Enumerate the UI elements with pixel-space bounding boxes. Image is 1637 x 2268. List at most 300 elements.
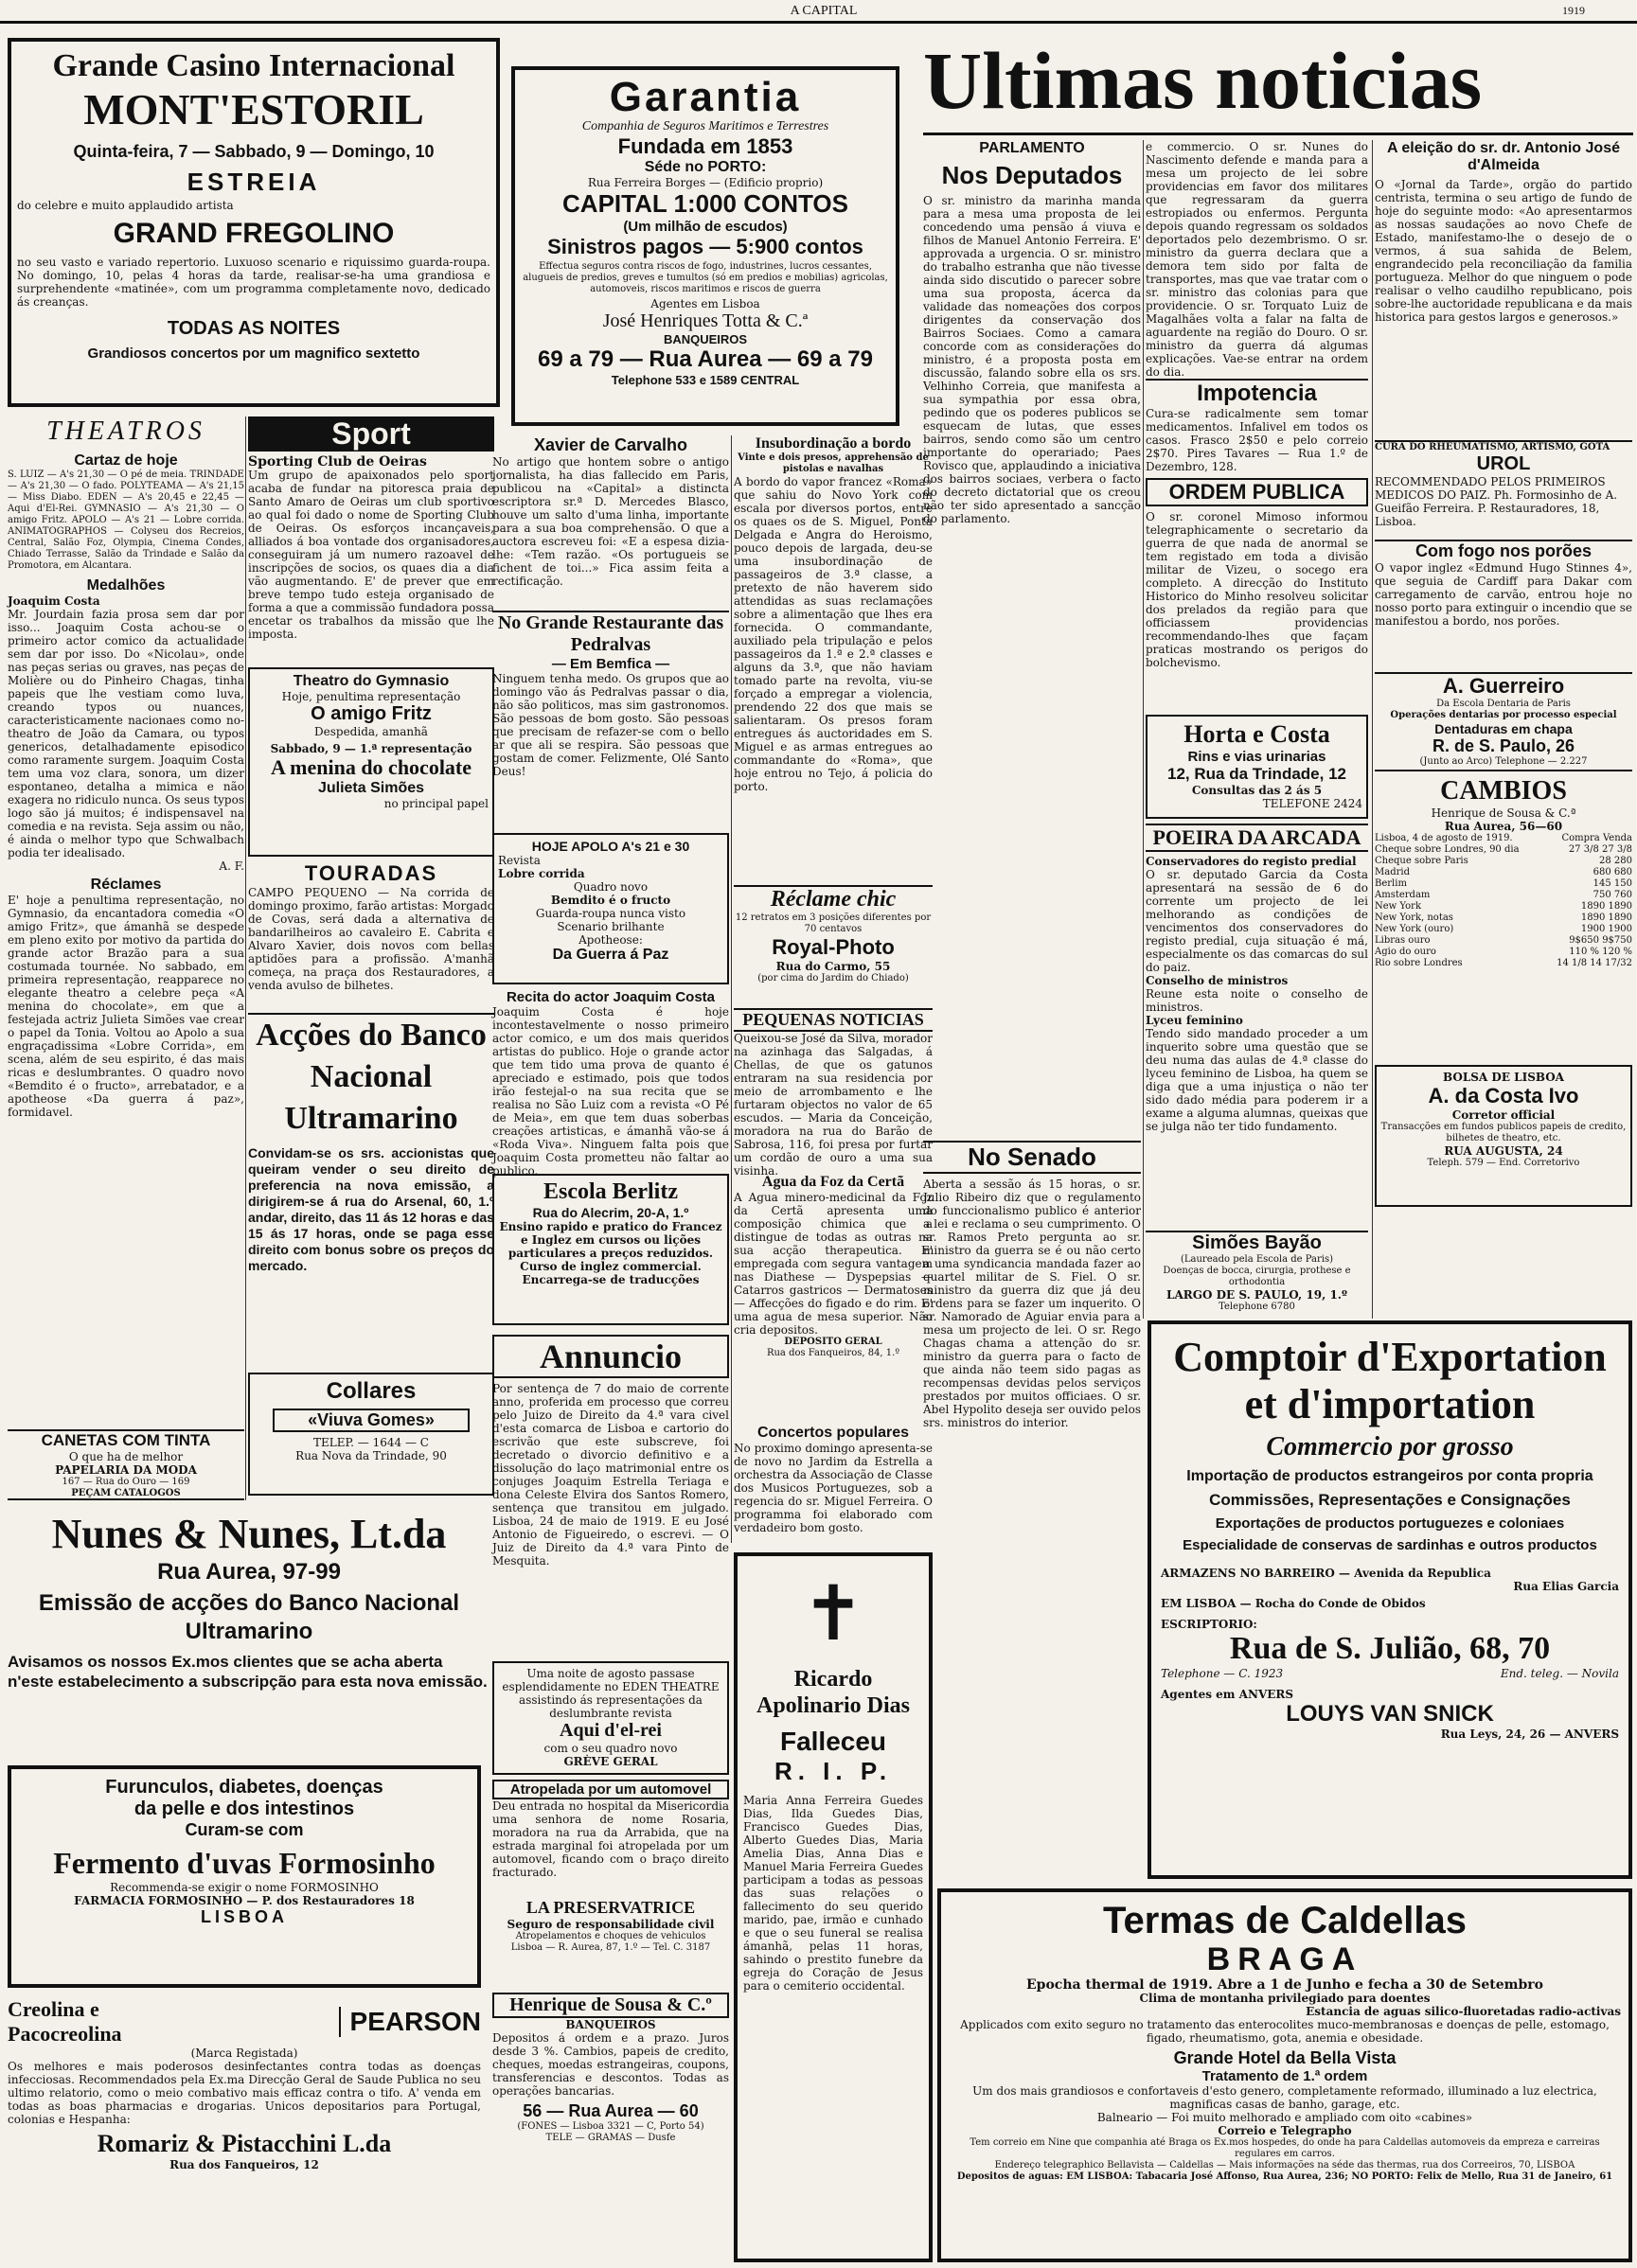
cartaz-text: S. LUIZ — A's 21,30 — O pé de meia. TRINDADE — A's 21,30 — O fado. POLYTEAMA — A's 21,15 — Miss Diabo. EDEN — A's 20,45 e 22,45 — Aqui d'El-Rei. GYMNASIO — A's 21,30 — O amigo Fritz. APOLO — A's 21 — Lobre corrida. ANIMATOGRAPHOS — Colyseu dos Recreios, Central, Salão Foz, Olympia, Cinema Condes, Chiado Terrasse, Salão da Trindade e Salão da Promotora, em Alcantara. (8, 470, 244, 571)
ordem-title: ORDEM PUBLICA (1146, 478, 1368, 506)
simoes-phone: Telephone 6780 (1219, 1302, 1295, 1312)
cambios-row-values (1593, 878, 1632, 890)
creolina-addr: Rua dos Fanqueiros, 12 (169, 2158, 319, 2171)
henrique-phone: (FONES — Lisboa 3321 — C, Porto 54) (517, 2121, 704, 2132)
atropelada-article (492, 1780, 729, 1893)
cambios-row (1375, 947, 1632, 958)
canetas-line-4: PEÇAM CATALOGOS (71, 1488, 181, 1498)
apolo-ad (492, 833, 729, 984)
cartaz-heading: Cartaz de hoje (74, 452, 178, 469)
comptoir-street: Rua de S. Julião, 68, 70 (1229, 1631, 1551, 1666)
cambios-row-buy: 1900 (1580, 924, 1606, 934)
horta-ad (1146, 715, 1368, 819)
urol-ad (1375, 440, 1632, 535)
xavier-article (492, 435, 729, 606)
comptoir-lis: EM LISBOA — Rocha do Conde de Obidos (1161, 1597, 1426, 1610)
garantia-claims: Sinistros pagos — 5:900 contos (547, 235, 863, 258)
horta-phone: TELEFONE 2424 (1262, 797, 1362, 810)
theatros-title: THEATROS (46, 416, 205, 446)
nunes-ad (8, 1510, 490, 1756)
termas-hotel-text: Um dos mais grandiosos e confortaveis d'esto genero, completamente reformado, illuminado a luz electrica, magnificas casas de banho, garage, etc. (972, 2084, 1597, 2111)
termas-ad (937, 1888, 1632, 2262)
cambios-row-sell: 1900 (1608, 924, 1632, 934)
collares-ad (248, 1373, 494, 1496)
annuncio-article (492, 1335, 729, 1657)
apolo-head: HOJE APOLO A's 21 e 30 (531, 839, 690, 854)
gymnasio-actress: Julieta Simões (317, 780, 425, 796)
termas-dep: Depositos de aguas: EM LISBOA: Tabacaria José Affonso, Rua Aurea, 236; NO PORTO: Felix de Mello, Rua 31 de Janeiro, 61 (956, 2171, 1613, 2182)
guerreiro-school: Da Escola Dentaria de Paris (1436, 699, 1571, 709)
cambios-row-label: Cheque sobre Londres, 90 dia (1375, 844, 1520, 855)
eleicao-title: A eleição do sr. dr. Antonio José d'Almeida (1387, 140, 1620, 173)
cross-icon: ✝ (801, 1569, 865, 1657)
gymnasio-play-2: A menina do chocolate (270, 755, 472, 779)
cambios-row-sell: 27 3/8 (1602, 844, 1632, 855)
bolsa-street: RUA AUGUSTA, 24 (1444, 1144, 1563, 1158)
eden-tail: com o seu quadro novo (543, 1742, 678, 1755)
cambios-row-values (1581, 924, 1632, 935)
casino-ad (8, 38, 500, 407)
termas-epoch: Epocha thermal de 1919. Abre a 1 de Junho e fecha a 30 de Setembro (1026, 1977, 1543, 1993)
guerreiro-work: Dentaduras em chapa (1434, 721, 1573, 736)
garantia-address: Rua Ferreira Borges — (Edificio proprio) (587, 176, 824, 189)
fermento-line-2: da pelle e dos intestinos (133, 1798, 355, 1819)
deputados-text-2: e commercio. O sr. Nunes do Nascimento defende e manda para a mesa um projecto de lei sobre providencias em favor dos militares que regressaram da guerra estropiados ou enfermos. Pergunta depois quando regressam os soldados deportados pelo dezembrismo. O sr. ministro da guerra declara que a demora tem sido por falta de transportes, mas que vae tratar com o sr. ministro das colonias para que providencie. O sr. Torquato Luiz de Magalhães volta a falar na falta de aguardente na região do Douro. O sr. ministro da guerra dá algumas explicações. Vae-se entrar na ordem do dia. (1146, 140, 1368, 379)
bolsa-phone: Teleph. 579 — End. Corretorivo (1427, 1158, 1580, 1168)
recita-article (492, 989, 729, 1178)
deputados-text: O sr. ministro da marinha manda para a mesa uma proposta de lei concedendo uma pensão á viuva e filhos de Manuel Antonio Ferreira. E' approvada a urgencia. O sr. ministro do trabalho estranha que não tivesse ainda sido discutido o parecer sobre uma sua proposta, ácerca da validade das nomeações dos corpos dirigentes da conservação dos Bairros Sociaes. Como a camara concorde com as considerações do ministro, é a proposta posta em discussão, falando sobre ella os srs. Velhinho Correia, que manifesta a sua sympathia por essa obra, pedindo que os poderes publicos se esquecam de lutas, que esses bairros, sendo como são um centro importante do operariado; Paes Rovisco que, applaudindo a iniciativa dos bairros sociaes, verbera o facto do decreto dictatorial que os creou não ter sido apresentado a sancção do parlamento. (923, 194, 1141, 525)
reclame-ad (734, 885, 933, 999)
preservatrice-title: LA PRESERVATRICE (525, 1898, 696, 1917)
cambios-row-label: Rio sobre Londres (1375, 958, 1463, 968)
reclame-note: (por cima do Jardim do Chiado) (757, 973, 909, 983)
sport-club: Sporting Club de Oeiras (248, 454, 427, 470)
garantia-founded: Fundada em 1853 (617, 134, 793, 158)
reclame-text: 12 retratos em 3 posições diferentes por 70 centavos (735, 913, 932, 934)
gymnasio-role: no principal papel (383, 797, 489, 810)
restaurante-sub: — Em Bemfica — (551, 656, 670, 672)
annuncio-text: Por sentença de 7 do maio de corrente anno, proferida em processo que correu pelo Juizo de Direito da 4.ª vara civel d'esta comarca de Lisboa e cartorio do escrivão que este subscreve, foi decretado o divorcio definitivo e a dissolução do laço matrimonial entre os conjuges Joaquim Estrella Teriaga e dona Celeste Elvira dos Santos Romero, sentença que transitou em julgado. Lisboa, 24 de maio de 1919. E eu José Antonio de Figueiredo, o escrevi. — O Juiz de Direito da 4.ª vara Pinto de Mesquita. (492, 1382, 729, 1568)
termas-clima: Clima de montanha privilegiado para doentes (1139, 1992, 1431, 2005)
sport-title: Sport (248, 416, 494, 452)
cambios-col-buy: Compra (1561, 833, 1600, 843)
masthead-title: A CAPITAL (757, 4, 890, 19)
nunes-title: Nunes & Nunes, Lt.da (51, 1511, 447, 1557)
henrique-ad (492, 1993, 729, 2262)
pequenas-article (734, 1008, 933, 1178)
cambios-row-values (1569, 844, 1632, 856)
nunes-street: Rua Aurea, 97-99 (157, 1559, 341, 1585)
cambios-row-label: New York (1375, 901, 1421, 912)
guerreiro-tail: (Junto ao Arco) Telephone — 2.227 (1419, 756, 1588, 767)
termas-est: Estancia de aguas silico-fluoretadas radio-activas (1306, 2005, 1621, 2018)
xavier-text: No artigo que hontem sobre o antigo jornalista, ha dias fallecido em Paris, publicou na «Capital» a distincta escriptora sr.ª D. Mercedes Blasco, houve um salto d'uma linha, importante para a sua boa comprehensão. O que a auctora escreveu foi: «E a espesa dizia-lhe: «Tem razão. «Os portugueis se fichent de toi...» Fica assim feita a rectificação. (492, 455, 729, 588)
berlitz-text: Ensino rapido e pratico do Francez e Inglez em cursos ou lições particulares a preços reduzidos. (499, 1220, 722, 1260)
cambios-row (1375, 844, 1632, 856)
cambios-row-sell: 760 (1613, 890, 1632, 900)
masthead-rule (0, 21, 1637, 24)
garantia-capital: CAPITAL 1:000 CONTOS (562, 189, 848, 218)
canetas-line-2: PAPELARIA DA MODA (55, 1463, 197, 1477)
collares-phone: TELEP. — 1644 — C (313, 1436, 429, 1449)
agua-text: A Agua minero-medicinal da Foz da Certã apresenta uma composição chimica que a distingue de todas as outras na sua acção therapeutica. E' empregada com segura vantagem nas Diathese — Dyspepsias — Catarros gastricos — Dermatoses — Affecções do figado e do rim. E' uma agua de mesa superior. Não cria depositos. (734, 1191, 933, 1337)
berlitz-title: Escola Berlitz (543, 1179, 678, 1204)
creolina-title: Creolina e Pacocreolina (8, 1997, 122, 2046)
garantia-capital-note: (Um milhão de escudos) (623, 219, 788, 235)
horta-address: 12, Rua da Trindade, 12 (1167, 765, 1346, 783)
eleicao-text: O «Jornal da Tarde», orgão do partido centrista, termina o seu artigo de fundo de hoje do seguinte modo: «Ao apresentarmos as nossas saudações ao novo Chefe de Estado, manifestamo-lhe o desejo de o vermos, á sua sahida de Belem, engrandecido pela reconciliação da familia portugueza. Melhor do que ninguem o pode realisar o velho caudilho republicano, pois sobre-lhe auctoridade republicana e da mais historica para gestos largos e generosos.» (1375, 178, 1632, 324)
cambios-row-sell: 9$750 (1602, 935, 1632, 946)
cambios-row-buy: 1890 (1580, 913, 1606, 923)
eden-ad (492, 1661, 729, 1775)
ultimas-title: Ultimas noticias (923, 35, 1483, 126)
canetas-line-3: 167 — Rua do Ouro — 169 (62, 1477, 190, 1487)
agua-title: Agua da Foz da Certã (761, 1174, 905, 1190)
concertos-title: Concertos populares (756, 1425, 910, 1441)
garantia-agent-name: José Henriques Totta & C.ª (602, 310, 809, 331)
comptoir-agents: Agentes em ANVERS (1161, 1688, 1294, 1701)
deputados-heading: Nos Deputados (941, 161, 1123, 189)
garantia-subtitle: Companhia de Seguros Maritimos e Terrestres (581, 119, 829, 133)
cambios-row (1375, 901, 1632, 913)
fermento-city: LISBOA (200, 1907, 288, 1926)
restaurante-text: Ninguem tenha medo. Os grupos que ao domingo vão ás Pedralvas passar o dia, não são politicos, mas sim gastronomos. São pessoas de bom gosto. São pessoas que precisam de refazer-se com o bello ar que ali se respira. São pessoas que gostam de comer. Felizmente, Olé Santo Deus! (492, 672, 729, 778)
preservatrice-addr: Lisboa — R. Aurea, 87, 1.º — Tel. C. 3187 (510, 1942, 711, 1953)
urol-name: UROL (1476, 453, 1531, 474)
medalhoes-text: Mr. Jourdain fazia prosa sem dar por isso... Joaquim Costa achou-se o primeiro actor comico da actualidade sem dar por isso. Do «Nicolau», onde nas peças serias ou graves, nas peças de Molière ou do Pinheiro Chagas, tinha papeis que lhe vestiam como luva, creando typos ou nuances, caracteristicamente nacionaes como no-theatro de João da Camara, ou typos genericos, detalhadamente episodico como raramente surgem. Joaquim Costa tem uma voz clara, sonora, um dizer espontaneo, detalha a mimica e não exagera no ridiculo nunca. Os seus typos logo são já muitos; é indispensavel na comedia e na revista. Seja assim ou não, é ainda o melhor typo que Schwalbach podia ter idealisado. (8, 608, 244, 859)
simoes-school: (Laureado pela Escola de Paris) (1180, 1254, 1333, 1265)
gymnasio-line: Hoje, penultima representação (281, 690, 461, 703)
arcada-title: POEIRA DA ARCADA (1146, 824, 1368, 852)
dias-rip: R. I. P. (774, 1757, 893, 1785)
berlitz-ad (492, 1174, 729, 1325)
bolsa-role: Corretor official (1451, 1108, 1556, 1122)
cambios-row-label: Libras ouro (1375, 935, 1431, 946)
creolina-brand: PEARSON (339, 2007, 481, 2037)
nunes-emissao: Emissão de acções do Banco Nacional Ultramarino (38, 1590, 460, 1644)
collares-title: Collares (326, 1378, 417, 1404)
xavier-title: Xavier de Carvalho (533, 435, 688, 454)
comptoir-tele: End. teleg. — Novila (1500, 1667, 1619, 1680)
termas-balneario: Balneario — Foi muito melhorado e ampliado com oito «cabines» (1096, 2111, 1473, 2124)
comptoir-title-1: Comptoir d'Exportation (1173, 1334, 1607, 1380)
casino-artist-intro: do celebre e muito applaudido artista (17, 199, 234, 212)
comptoir-imp: Importação de productos estrangeiros por conta propria (1186, 1468, 1593, 1484)
parlamento-column (923, 140, 1141, 869)
impotencia-title: Impotencia (1197, 381, 1317, 406)
casino-estreia: ESTREIA (187, 168, 321, 196)
gymnasio-title: Theatro do Gymnasio (293, 673, 450, 689)
touradas-article (248, 861, 494, 1003)
henrique-text: Depositos á ordem e a prazo. Juros desde 3 %. Cambios, papeis de credito, cheques, moedas estrangeiras, coupons, transferencias e descontos. Todas as operações bancarias. (492, 2031, 729, 2098)
cambios-col-sell: Venda (1602, 833, 1632, 843)
restaurante-ad (492, 611, 729, 819)
arcada-ministros: Conselho de ministros (1146, 974, 1289, 987)
arcada-sub: Conservadores do registo predial (1146, 855, 1357, 868)
termas-text: Applicados com exito seguro no tratamento das enterocolites muco-membranosas e doenças de pelle, estomago, figado, rheumatismo, gota, anemia e obesidade. (960, 2018, 1610, 2045)
ordem-article (1146, 478, 1368, 710)
dias-status: Falleceu (779, 1727, 887, 1756)
pequenas-text: Queixou-se José da Silva, morador na azinhaga das Salgadas, á Chellas, de que os gatunos entraram na sua residencia por meio de arrombamento e lhe furtaram objectos no valor de 65 escudos. — Maria da Conceição, moradora na rua do Barão de Sabrosa, 116, foi presa por furtar um cordão de ouro a uma sua visinha. (734, 1032, 933, 1178)
fermento-ad (8, 1765, 481, 1988)
cambios-row-sell: 280 (1613, 856, 1632, 866)
preservatrice-ad (492, 1898, 729, 1988)
fermento-rec: Recommenda-se exigir o nome FORMOSINHO (110, 1881, 379, 1894)
collares-brand: «Viuva Gomes» (273, 1409, 470, 1432)
guerreiro-street: R. de S. Paulo, 26 (1432, 736, 1575, 755)
eden-text: Uma noite de agosto passase esplendidamente no EDEN THEATRE assistindo ás representações da deslumbrante revista (502, 1667, 720, 1720)
cambios-row-buy: 680 (1593, 867, 1611, 877)
apolo-q4: Scenario brilhante (557, 920, 665, 933)
recita-title: Recita do actor Joaquim Costa (506, 989, 716, 1005)
column-rule-2 (731, 435, 732, 1543)
fogo-title: Com fogo nos porões (1415, 541, 1592, 560)
gymnasio-sat: Sabbado, 9 — 1.ª representação (270, 742, 472, 755)
garantia-phone: Telephone 533 e 1589 CENTRAL (611, 373, 800, 387)
column-rule-4 (1372, 140, 1373, 1319)
cambios-row-buy: 750 (1593, 890, 1611, 900)
cambios-row-buy: 14 1/8 (1557, 958, 1588, 968)
creolina-mark: (Marca Registada) (190, 2047, 298, 2060)
bolsa-name: A. da Costa Ivo (1428, 1084, 1579, 1107)
masthead-date: 1919 (1562, 4, 1628, 18)
cambios-row-values (1569, 947, 1632, 958)
restaurante-title: No Grande Restaurante das Pedralvas (497, 612, 724, 655)
cambios-row (1375, 878, 1632, 890)
simoes-line: Doenças de bocca, cirurgia, prothese e orthodontia (1163, 1266, 1351, 1287)
apolo-q3: Guarda-roupa nunca visto (535, 907, 686, 920)
termas-city: BRAGA (1206, 1941, 1363, 1977)
ultimas-rule (923, 133, 1633, 135)
cambios-row-values (1593, 867, 1632, 878)
cambios-row-buy: 27 3/8 (1568, 844, 1599, 855)
cambios-row-sell: 120 % (1602, 947, 1632, 957)
casino-artist: GRAND FREGOLINO (113, 218, 395, 249)
collares-address: Rua Nova da Trindade, 90 (295, 1449, 447, 1462)
cambios-row (1375, 935, 1632, 947)
bolsa-text: Transacções em fundos publicos papeis de credito, bilhetes de theatro, etc. (1380, 1122, 1627, 1143)
reclame-name: Royal-Photo (772, 935, 895, 959)
ordem-text: O sr. coronel Mimoso informou telegraphicamente o secretario da guerra de que nada de anormal se tem registado em toda a divisão militar de Vizeu, o socego era completo. A direcção do Instituto Historico do Minho resolveu solicitar dos prelados da região para que officiassem providencias recommendando-lhes que façam praticas mostrando os perigos do bolchevismo. (1146, 510, 1368, 669)
urol-head: CURA DO RHEUMATISMO, ARTISMO, GOTA (1375, 442, 1610, 452)
cambios-row-values (1581, 901, 1632, 913)
guerreiro-name: A. Guerreiro (1442, 674, 1565, 698)
dias-name: Ricardo Apolinario Dias (756, 1667, 911, 1718)
canetas-line-1: O que ha de melhor (68, 1450, 184, 1463)
reclames-text: E' hoje a penultima representação, no Gymnasio, da encantadora comedia «O amigo Fritz», que ámanhã se despede em pleno exito por motivo da partida do grande actor Brazão para a sua costumada tournée. No sabbado, em primeira representação, reapparece no elegante theatro a celebre peça «A menina do chocolate», em que a festejada actriz Julieta Simões vae crear o papel da Tonia. Voltou ao Apolo a sua engraçadissima «Lobre Corrida», em scena, além de seu espirito, é das mais ricas e deslumbrantes. O quadro novo «Bemdito é o fructo», arrebatador, e a apotheose «Da guerra á paz», formidavel. (8, 894, 244, 1119)
apolo-ap: Apotheose: (578, 933, 643, 947)
reclames-heading: Réclames (90, 877, 162, 893)
preservatrice-sub: Seguro de responsabilidade civil (507, 1918, 715, 1931)
cambios-street: Rua Aurea, 56—60 (1444, 820, 1563, 833)
impotencia-ad (1146, 379, 1368, 473)
impotencia-text: Cura-se radicalmente sem tomar medicamentos. Infalivel em todos os casos. Frasco 2$50 e pelo correio 2$70. Pires Tavares — Rua 1.º de Dezembro, 128. (1146, 407, 1368, 473)
apolo-end: Da Guerra á Paz (552, 947, 669, 963)
medalhoes-sig: A. F. (219, 859, 244, 873)
termas-hotel: Grande Hotel da Bella Vista (1173, 2048, 1397, 2067)
arcada-ministros-text: Reune esta noite o conselho de ministros. (1146, 987, 1368, 1014)
berlitz-c2: Encarrega-se de traducções (522, 1273, 700, 1286)
fogo-text: O vapor inglez «Edmund Hugo Stinnes 4», que seguia de Cardiff para Dakar com carregamento de carvão, entrou hoje no nosso porto para extinguir o incendio que se manifestou a bordo, nos porões. (1375, 561, 1632, 628)
cambios-row-values (1557, 958, 1632, 969)
eden-play: Aqui d'el-rei (560, 1720, 662, 1741)
canetas-ad (8, 1429, 244, 1500)
accoes-title: Acções do Banco Nacional Ultramarino (256, 1018, 487, 1136)
casino-nights: TODAS AS NOITES (167, 318, 341, 339)
gymnasio-play: O amigo Fritz (311, 703, 432, 724)
henrique-role: BANQUEIROS (565, 2018, 656, 2031)
arcada-text: O sr. deputado Garcia da Costa apresentará na sessão de 6 do corrente um projecto de lei melhorando as condições de vencimentos dos conservadores do registo predial, cuja situação é má, especialmente os das comarcas do sul do paiz. (1146, 868, 1368, 974)
recita-text: Joaquim Costa é hoje incontestavelmente o nosso primeiro actor comico, e um dos mais queridos artistas do publico. Hoje o grande actor que tem tido uma prova de quanto é apreciado e estimado, pois que todos irão festejal-o na sua recita que se realisa no São Luiz com a revista «O Pé de Meia», em que tem duas soberbas creações artisticas, e ámanhã vão-se á «Roda Viva». Ninguem falta pois que Joaquim Costa prometteu não faltar ao publico. (492, 1005, 729, 1178)
creolina-ad (8, 1997, 481, 2262)
cambios-row-buy: 145 (1593, 878, 1611, 889)
garantia-text: Effectua seguros contra riscos de fogo, industrines, lucros cessantes, alugueis de predios, greves e tumultos (só em predios e mobilias) agricolas, automoveis, riscos maritimos e riscos de guerra (523, 261, 888, 294)
senado-text: Aberta a sessão ás 15 horas, o sr. Julio Ribeiro diz que o regulamento do funccionalismo publico é anterior a lei e reclama o seu cumprimento. O sr. Ramos Preto pergunta ao sr. ministro da guerra se é ou não certo a uma syndicancia mandada fazer ao quartel militar de S. Fiel. O sr. ministro da guerra diz que já deu ordens para se fazer um inquerito. O sr. Namorado de Aguiar envia para a mesa um projecto de lei. O sr. Rego Chagas chama a attenção do sr. ministro da guerra para o facto de que ainda não teem sido pagas as recompensas devidas pelos serviços prestados por muitos officiaes. O sr. Abel Hypolito deseja ser ouvido pelos srs. ministros do interior. (923, 1178, 1141, 1429)
cambios-row (1375, 958, 1632, 969)
arcada-article (1146, 824, 1368, 1226)
guerreiro-ad (1375, 672, 1632, 771)
henrique-title: Henrique de Sousa & C.º (492, 1993, 729, 2018)
casino-title: Grande Casino Internacional (52, 48, 455, 83)
comptoir-sub: Commercio por grosso (1266, 1432, 1514, 1462)
garantia-ad (511, 66, 899, 426)
apolo-name: Lobre corrida (498, 867, 585, 880)
cambios-row-sell: 1890 (1608, 901, 1632, 912)
comptoir-cons: Especialidade de conservas de sardinhas e outros productos (1183, 1537, 1597, 1553)
comptoir-com: Commissões, Representações e Consignações (1209, 1491, 1571, 1509)
cambios-table (1375, 776, 1632, 1060)
dias-text: Maria Anna Ferreira Guedes Dias, Ilda Guedes Dias, Francisco Guedes Dias, Alberto Guedes Dias, Maria Amelia Dias, Anna Dias e Manuel Maria Ferreira Guedes participam a todas as pessoas das suas relações o fallecimento do seu querido marido, pae, irmão e cunhado e que o seu funeral se realisa ámanhã, pelas 11 horas, sahindo o prestito funebre da egreja do Coração de Jesus para o cemiterio occidental. (743, 1794, 923, 1993)
cambios-title: CAMBIOS (1440, 776, 1567, 806)
comptoir-agent-addr: Rua Leys, 24, 26 — ANVERS (1440, 1728, 1619, 1741)
cambios-row-values (1599, 856, 1632, 867)
senado-article (923, 1141, 1141, 1869)
horta-services: Rins e vias urinarias (1187, 749, 1326, 765)
cambios-row-label: Amsterdam (1375, 890, 1431, 900)
comptoir-exp: Exportações de productos portuguezes e coloniaes (1215, 1515, 1565, 1532)
cambios-row (1375, 890, 1632, 901)
comptoir-ad (1148, 1320, 1632, 1879)
cambios-row-values (1581, 913, 1632, 924)
sport-text: Um grupo de apaixonados pelo sport acaba de fundar na pitoresca praia de Santo Amaro de Oeiras um club sportivo ao qual foi dado o nome de Sporting Club de Oeiras. Os esforços incançaveis, alliados á boa vontade dos organisadores, conseguiram já um numero razoavel de inscripções de socios, os quaes dia a dia vão augmentando. E' de prever que em breve tempo tudo esteja organisado de forma a que a commissão fundadora possa encetar os trabalhos da missão que lhe imposta. (248, 469, 494, 641)
cambios-date: Lisboa, 4 de agosto de 1919. (1375, 833, 1513, 843)
termas-cor-text: Tem correio em Nine que companhia até Braga os Ex.mos hospedes, do onde ha para Caldellas automoveis da empreza e carreiras regulares em carros. (970, 2137, 1600, 2159)
bolsa-ad (1375, 1065, 1632, 1207)
cambios-row-values (1569, 935, 1632, 947)
senado-title: No Senado (923, 1141, 1141, 1174)
annuncio-title: Annuncio (492, 1335, 729, 1378)
casino-text: no seu vasto e variado repertorio. Luxuoso scenario e riquissimo guarda-roupa. No domingo, 10, pelas 4 horas da tarde, realisar-se-ha uma grandiosa e surprehendente «matinée», com um programma completamente novo, dedicado ás creanças. (17, 256, 490, 309)
comptoir-phone: Telephone — C. 1923 (1161, 1667, 1284, 1680)
termas-correio: Correio e Telegrapho (1218, 2124, 1352, 2137)
cambios-row (1375, 913, 1632, 924)
parlamento-heading: PARLAMENTO (979, 140, 1085, 156)
cambios-row-sell: 150 (1613, 878, 1632, 889)
cambios-row-label: Cheque sobre Paris (1375, 856, 1468, 866)
casino-dates: Quinta-feira, 7 — Sabbado, 9 — Domingo, 10 (73, 142, 435, 161)
reclame-title: Réclame chic (770, 887, 897, 912)
berlitz-c1: Curso de inglez commercial. (520, 1260, 702, 1273)
cambios-row-label: Berlim (1375, 878, 1407, 889)
comptoir-title-2: et d'importation (1244, 1381, 1536, 1427)
column-rule-1 (245, 416, 246, 1500)
cambios-house: Henrique de Sousa & C.ª (1431, 806, 1576, 820)
berlitz-addr: Rua do Alecrim, 20-A, 1.º (532, 1205, 689, 1220)
agua-end: DEPOSITO GERAL (784, 1337, 882, 1347)
fermento-pharm: FARMACIA FORMOSINHO — P. dos Restauradores 18 (74, 1894, 415, 1907)
bolsa-title: BOLSA DE LISBOA (1443, 1071, 1564, 1084)
nunes-text: Avisamos os nossos Ex.mos clientes que se acha aberta n'este estabelecimento a subscripção para esta nova emissão. (8, 1653, 488, 1691)
cambios-row-sell: 680 (1613, 867, 1632, 877)
cambios-row (1375, 924, 1632, 935)
creolina-text: Os melhores e mais poderosos desinfectantes contra todas as doenças infecciosas. Recommendados pela Ex.ma Direcção Geral de Saude Publica no seu ultimo relatorio, como o meio combativo mais efficaz contra o tifo. A' venda em todas as boas pharmacias e drogarias. Unicos depositarios para Portugal, colonias e Hespanha: (8, 2060, 481, 2126)
garantia-title: Garantia (609, 74, 802, 120)
garantia-agents: Agentes em Lisboa (650, 297, 760, 310)
casino-concerts: Grandiosos concertos por um magnifico sextetto (87, 346, 420, 362)
accoes-ad (248, 1013, 494, 1354)
gymnasio-ad (248, 667, 494, 857)
comptoir-esc: ESCRIPTORIO: (1161, 1618, 1257, 1631)
creolina-firm: Romariz & Pistacchini L.da (97, 2130, 392, 2157)
eleicao-article (1375, 140, 1632, 434)
urol-text: RECOMMENDADO PELOS PRIMEIROS MEDICOS DO PAIZ. Ph. Formosinho de A. Gueifão Ferreira. P. Restauradores, 18, Lisboa. (1375, 475, 1618, 528)
henrique-tel: TELE — GRAMAS — Dusfe (545, 2133, 676, 2143)
simoes-address: LARGO DE S. PAULO, 19, 1.º (1166, 1288, 1347, 1302)
guerreiro-line: Operações dentarias por processo especial (1390, 710, 1617, 720)
henrique-street: 56 — Rua Aurea — 60 (523, 2101, 699, 2120)
cambios-row-buy: 110 % (1569, 947, 1600, 957)
termas-end: Endereço telegraphico Bellavista — Caldellas — Mais informações na séde das thermas, rua dos Correeiros, 70, LISBOA (994, 2160, 1575, 2171)
horta-hours: Consultas das 2 ás 5 (1191, 784, 1323, 797)
cambios-row-sell: 1890 (1608, 913, 1632, 923)
apolo-rev: Revista (498, 854, 541, 867)
insub-sub: Vinte e dois presos, apprehensão de pistolas e navalhas (738, 452, 929, 474)
insub-title: Insubordinação a bordo (755, 435, 912, 452)
accoes-text: Convidam-se os srs. accionistas que queiram vender o seu direito de preferencia na nova emissão, a dirigirem-se á rua do Arsenal, 60, 1.º andar, direito, das 11 ás 12 horas e das 15 ás 17 horas, onde se paga esse direito com bonus sobre os preços do mercado. (248, 1145, 494, 1273)
fermento-line-3: Curam-se com (185, 1820, 304, 1839)
fermento-line-1: Furunculos, diabetes, doenças (105, 1777, 383, 1798)
horta-name: Horta e Costa (1183, 720, 1330, 748)
casino-place: MONT'ESTORIL (83, 85, 424, 133)
cambios-row-sell: 14 17/32 (1590, 958, 1632, 968)
comptoir-agent: LOUYS VAN SNICK (1286, 1701, 1494, 1727)
preservatrice-line: Atropelamentos e choques de vehiculos (515, 1931, 706, 1941)
termas-title: Termas de Caldellas (1103, 1900, 1467, 1941)
comptoir-arm-2: Rua Elias Garcia (1513, 1580, 1619, 1593)
dias-obituary (734, 1552, 933, 2262)
cambios-row-label: New York (ouro) (1375, 924, 1454, 934)
termas-trat: Tratamento de 1.ª ordem (1201, 2068, 1368, 2084)
arcada-lyceu-text: Tendo sido mandado proceder a um inquerito sobre uma questão que se deu numa das aulas de 4.ª classe do lyceu feminino de Lisboa, ha quem se diga que a uma injustiça o não ter sido dado média para poderem ir a exame a alguma alumnas, queixas que se julga não ter tido fundamento. (1146, 1027, 1368, 1133)
cambios-row-buy: 1890 (1580, 901, 1606, 912)
apolo-q1: Quadro novo (573, 880, 649, 894)
fogo-article (1375, 540, 1632, 667)
column-rule-3 (1143, 140, 1144, 1319)
apolo-q2: Bemdito é o fructo (550, 894, 671, 907)
gymnasio-farewell: Despedida, amanhã (314, 725, 428, 738)
cambios-row-buy: 28 (1598, 856, 1611, 866)
pequenas-title: PEQUENAS NOTICIAS (734, 1008, 933, 1032)
agua-article (734, 1174, 933, 1420)
cambios-row (1375, 867, 1632, 878)
arcada-lyceu: Lyceu feminino (1146, 1014, 1243, 1027)
concertos-text: No proximo domingo apresenta-se de novo no Jardim da Estrella a orchestra da Associação de Classe dos Musicos Portuguezes, sob a regencia do sr. Miguel Ferreira. O programma foi elaborado com verdadeiro bom gosto. (734, 1442, 933, 1534)
cambios-row-label: Agio do ouro (1375, 947, 1436, 957)
eden-end: GRÈVE GERAL (563, 1755, 658, 1768)
cambios-row-buy: 9$650 (1569, 935, 1599, 946)
reclame-street: Rua do Carmo, 55 (775, 960, 891, 973)
simoes-name: Simões Bayão (1192, 1232, 1322, 1253)
